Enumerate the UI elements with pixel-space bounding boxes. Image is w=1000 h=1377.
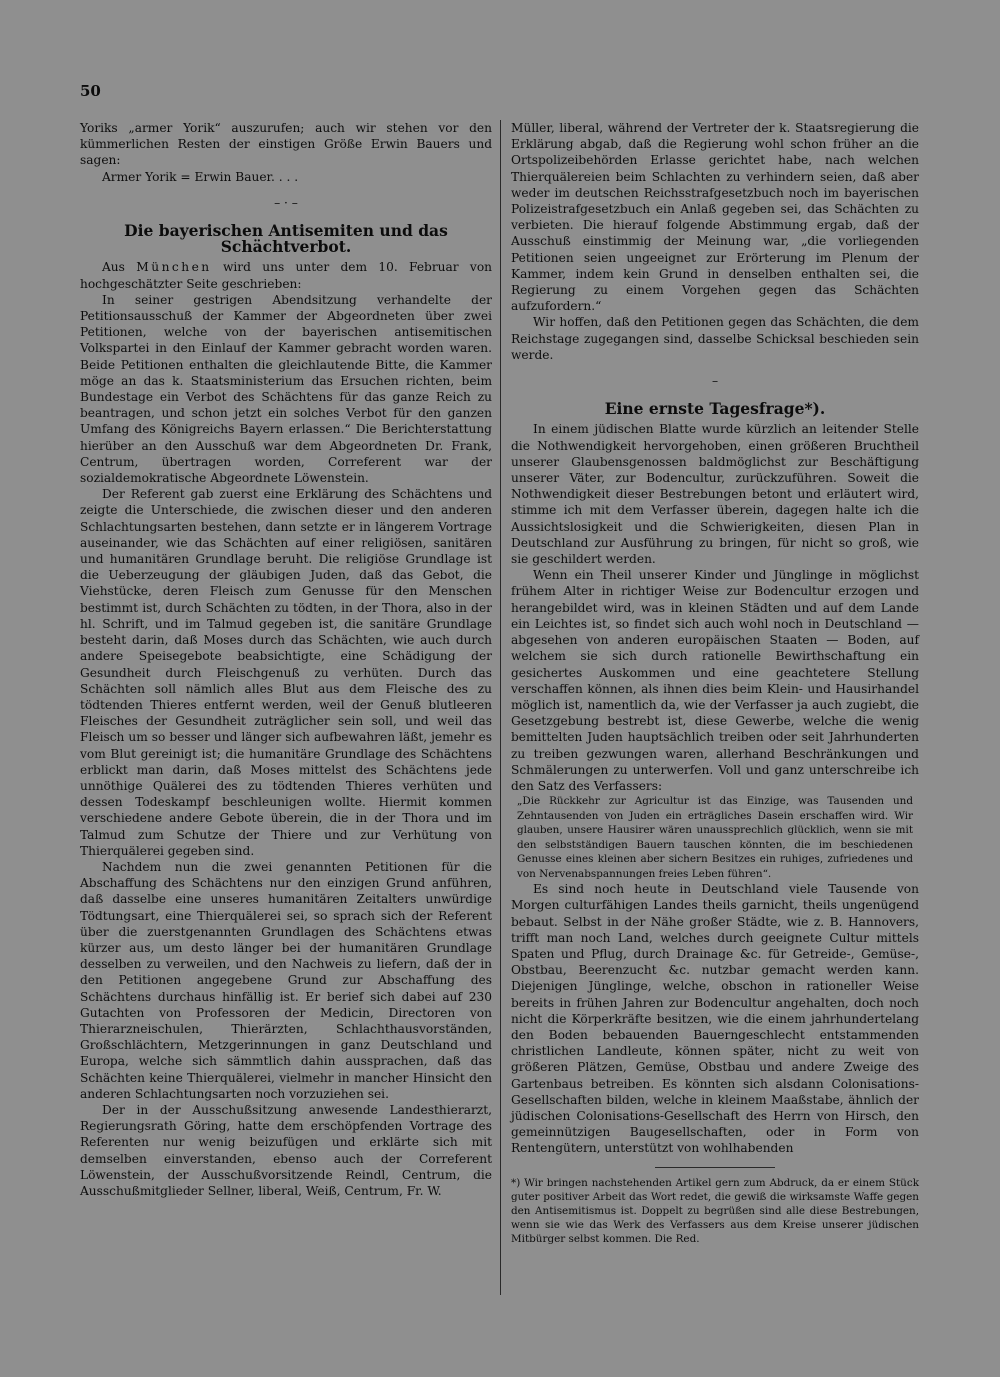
dateline-rest: wird uns unter dem 10. Februar von hochgeschätzter Seite geschrieben: xyxy=(80,260,493,291)
left-column xyxy=(80,120,492,1199)
right-column xyxy=(511,120,919,1246)
dateline-paragraph xyxy=(80,259,492,291)
body-paragraph: Der in der Ausschußsitzung anwesende Landesthierarzt, Regierungsrath Göring, hatte dem erschöpfenden Vortrage des Referenten nur wenig beizufügen und erklärte sich mit demselben einverstanden, ebenso auch der Correferent Löwenstein, der Ausschußvorsitzende Reindl, Centrum, die Ausschußmitglieder Sellner, liberal, Weiß, Centrum, Fr. W. xyxy=(80,1102,492,1198)
signature-line: Armer Yorik = Erwin Bauer. . . . xyxy=(102,169,299,184)
separator: – · – xyxy=(274,195,298,210)
body-paragraph: Wir hoffen, daß den Petitionen gegen das Schächten, die dem Reichstage zugegangen sind, dasselbe Schicksal beschieden sein werde. xyxy=(511,315,919,362)
body-paragraph: Es sind noch heute in Deutschland viele Tausende von Morgen culturfähigen Landes theils garnicht, theils ungenügend bebaut. Selbst in der Nähe großer Städte, wie z. B. Hannovers, trifft man noch Land, welches durch geeignete Cultur mittels Spaten und Pflug, durch Drainage &c. für Getreide-, Gemüse-, Obstbau, Beerenzucht &c. nutzbar gemacht werden kann. Diejenigen Jünglinge, welche, obschon in rationeller Weise bereits in frühen Jahren zur Bodencultur angehalten, doch noch nicht die Körperkräfte besitzen, wie die einem jahrhundertelang den Boden bebauenden Bauerngeschlecht entstammenden christlichen Landleute, können später, nicht zu weit von größeren Plätzen, Gemüse, Obstbau und andere Zweige des Gartenbaus betreiben. Es könnten sich alsdann Colonisations-Gesellschaften bilden, welche in kleinem Maaßstabe, ähnlich der jüdischen Colonisations-Gesellschaft des Herrn von Hirsch, den gemeinnützigen Baugesellschaften, oder in Form von Rentengütern, unterstützt von wohlhabenden xyxy=(511,882,919,1156)
separator: – xyxy=(711,374,719,389)
column-divider xyxy=(500,120,501,1295)
body-paragraph: In seiner gestrigen Abendsitzung verhandelte der Petitionsausschuß der Kammer der Abgeordneten über zwei Petitionen, welche von der bayerischen antisemitischen Volkspartei in den Einlauf der Kammer gebracht worden waren. Beide Petitionen enthalten die gleichlautende Bitte, die Kammer möge an das k. Staatsministerium das Ersuchen richten, beim Bundestage ein Verbot des Schächtens für das ganze Reich zu beantragen, und schon jetzt ein solches Verbot für den ganzen Umfang des Königreichs Bayern erlassen.“ Die Berichterstattung hierüber an den Ausschuß war dem Abgeordneten Dr. Frank, Centrum, übertragen worden, Correferent war der sozialdemokratische Abgeordnete Löwenstein. xyxy=(80,292,492,486)
body-paragraph: Der Referent gab zuerst eine Erklärung des Schächtens und zeigte die Unterschiede, die zwischen dieser und den anderen Schlachtungsarten bestehen, dann setzte er in längerem Vortrage auseinander, wie das Schächten auf einer religiösen, sanitären und humanitären Grundlage beruht. Die religiöse Grundlage ist die Ueberzeugung der gläubigen Juden, daß das Gebot, die Viehstücke, deren Fleisch zum Genusse für den Menschen bestimmt ist, durch Schächten zu tödten, in der Thora, also in der hl. Schrift, und im Talmud gegeben ist, die sanitäre Grundlage besteht darin, daß Moses durch das Schächten, wie auch durch andere Speisegebote beabsichtigte, eine Schädigung der Gesundheit durch Fleischgenuß zu verhüten. Durch das Schächten soll nämlich alles Blut aus dem Fleische des zu tödtenden Thieres entfernt werden, weil der Genuß blutleeren Fleisches der Gesundheit zuträglicher sein soll, und weil das Fleisch um so besser und länger sich aufbewahren läßt, jemehr es vom Blut gereinigt ist; die humanitäre Grundlage des Schächtens erblickt man darin, daß Moses mittelst des Schächtens jede unnöthige Quälerei des zu tödtenden Thieres verhüten und dessen Todeskampf beschleunigen wollte. Hiermit kommen verschiedene andere Gebote überein, die in der Thora und im Talmud zum Schutze der Thiere und zur Verhütung von Thierquälerei gegeben sind. xyxy=(80,487,492,858)
quotation: „Die Rückkehr zur Agricultur ist das Einzige, was Tausenden und Zehntausenden von Juden ein erträgliches Dasein erschaffen wird. Wir glauben, unsere Hausirer wären unaussprechlich glücklich, wenn sie mit den selbstständigen Bauern tauschen könnten, die im beschiedenen Genusse eines kleinen aber sichern Besitzes ein ruhiges, zufriedenes und von Nervenabspannungen freies Leben führen“. xyxy=(517,795,913,880)
dateline-prefix: Aus xyxy=(102,260,137,275)
article-heading: Die bayerischen Antisemiten und das Schächtverbot. xyxy=(124,221,448,257)
page-number: 50 xyxy=(80,82,101,100)
footnote: *) Wir bringen nachstehenden Artikel gern zum Abdruck, da er einem Stück guter positiver Arbeit das Wort redet, die gewiß die wirksamste Waffe gegen den Antisemitismus ist. Doppelt zu begrüßen sind alle diese Bestrebungen, wenn sie wie das Werk des Verfassers aus dem Kreise unserer jüdischen Mitbürger selbst kommen. Die Red. xyxy=(511,1176,919,1245)
body-paragraph: Müller, liberal, während der Vertreter der k. Staatsregierung die Erklärung abgab, daß die Regierung wohl schon früher an die Ortspolizeibehörden Erlasse gerichtet habe, nach welchen Thierquälereien beim Schlachten zu verhindern seien, daß aber weder im deutschen Reichsstrafgesetzbuch noch im bayerischen Polizeistrafgesetzbuch ein Anlaß gegeben sei, das Schächten zu verbieten. Die hierauf folgende Abstimmung ergab, daß der Ausschuß einstimmig der Meinung war, „die vorliegenden Petitionen seien ungeeignet zur Erörterung im Plenum der Kammer, indem kein Grund in denselben enthalten sei, die Regierung zu einem Vorgehen gegen das Schächten aufzufordern.“ xyxy=(511,121,919,314)
body-paragraph: Nachdem nun die zwei genannten Petitionen für die Abschaffung des Schächtens nur den einzigen Grund anführen, daß dasselbe eine unseres humanitären Zeitalters unwürdige Tödtungsart, eine Thierquälerei sei, so sprach sich der Referent über die zuerstgenannten Grundlagen des Schächtens etwas kürzer aus, um desto länger bei der humanitären Grundlage desselben zu verweilen, und den Nachweis zu liefern, daß der in den Petitionen angegebene Grund zur Abschaffung des Schächtens durchaus hinfällig ist. Er berief sich dabei auf 230 Gutachten von Professoren der Medicin, Directoren von Thierarzneischulen, Thierärzten, Schlachthausvorständen, Großschlächtern, Metzgerinnungen in ganz Deutschland und Europa, welche sich sämmtlich dahin aussprachen, daß das Schächten keine Thierquälerei, vielmehr in mancher Hinsicht den anderen Schlachtungsarten noch vorzuziehen sei. xyxy=(80,859,492,1101)
article-heading: Eine ernste Tagesfrage*). xyxy=(604,399,826,419)
dateline-city: München xyxy=(136,260,212,275)
footnote-rule xyxy=(655,1167,775,1168)
body-paragraph: In einem jüdischen Blatte wurde kürzlich an leitender Stelle die Nothwendigkeit hervorgehoben, einen größeren Bruchtheil unserer Glaubensgenossen baldmöglichst zur Beschäftigung unserer Väter, zur Bodencultur, zurückzuführen. Soweit die Nothwendigkeit dieser Bestrebungen betont und erläutert wird, stimme ich mit dem Verfasser überein, dagegen halte ich die Aussichtslosigkeit und die Schwierigkeiten, diesen Plan in Deutschland zur Ausführung zu bringen, für nicht so groß, wie sie geschildert werden. xyxy=(511,422,919,567)
intro-paragraph: Yoriks „armer Yorik“ auszurufen; auch wir stehen vor den kümmerlichen Resten der einstigen Größe Erwin Bauers und sagen: xyxy=(80,121,492,168)
body-paragraph: Wenn ein Theil unserer Kinder und Jünglinge in möglichst frühem Alter in richtiger Weise zur Bodencultur erzogen und herangebildet wird, was in kleinen Städten und auf dem Lande ein Leichtes ist, so findet sich auch wohl noch in Deutschland — abgesehen von anderen europäischen Staaten — Boden, auf welchem sie sich durch rationelle Bewirthschaftung ein gesichertes Auskommen und eine geachtetere Stellung verschaffen können, als ihnen dies beim Klein- und Hausirhandel möglich ist, namentlich da, wie der Verfasser ja auch zugiebt, die Gesetzgebung bestrebt ist, diese Gewerbe, welche die wenig bemittelten Juden hauptsächlich treiben oder seit Jahrhunderten zu treiben gezwungen waren, allerhand Beschränkungen und Schmälerungen zu unterwerfen. Voll und ganz unterschreibe ich den Satz des Verfassers: xyxy=(511,568,919,793)
